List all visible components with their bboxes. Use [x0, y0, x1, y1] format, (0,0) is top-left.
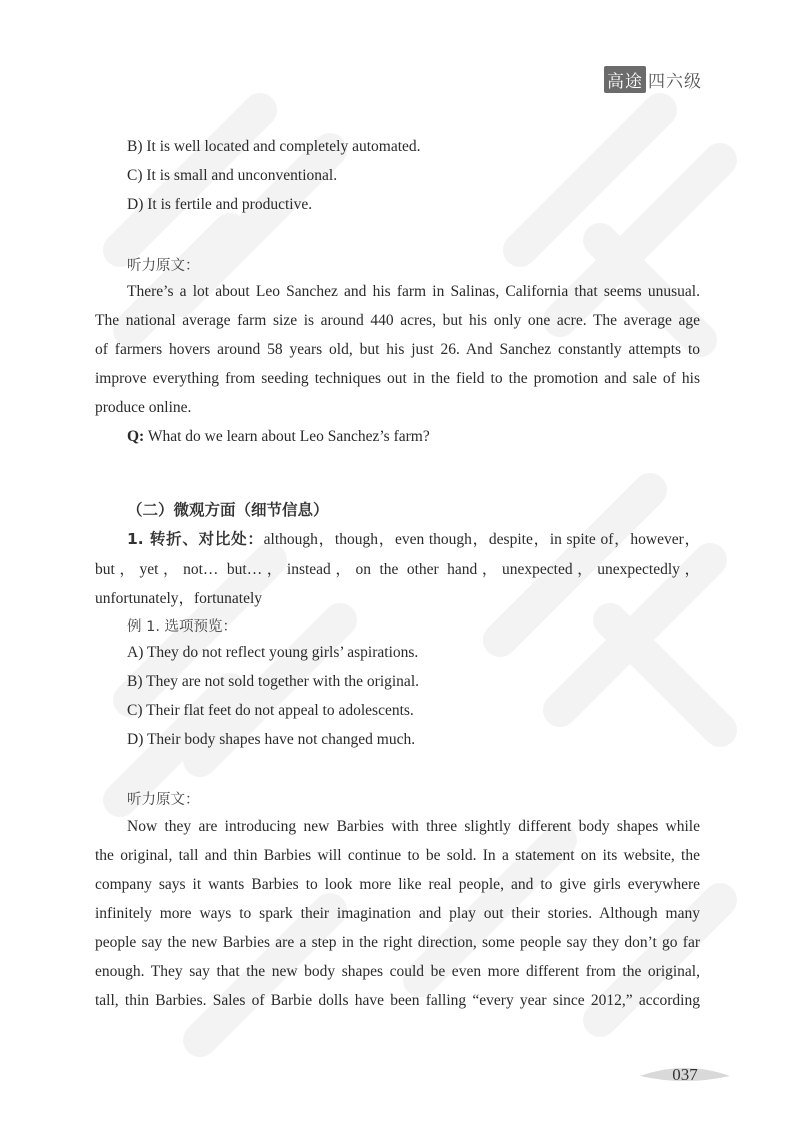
option-d: D) It is fertile and productive.: [127, 196, 313, 213]
question-label: Q:: [127, 428, 145, 445]
brand-logo-box: 高途: [604, 66, 646, 93]
example-label: 例 1. 选项预览：: [127, 619, 238, 635]
transcript-line: enough. They say that the new body shapes could be even more different from the original,: [95, 963, 700, 980]
page-number-badge: [640, 1062, 730, 1088]
brand-logo: [604, 66, 702, 93]
transcript-line: produce online.: [95, 399, 192, 416]
point-keywords-line: unfortunately，fortunately: [95, 590, 263, 607]
transcript-line: The national average farm size is around 440 acres, but his only one acre. The average age: [95, 312, 700, 329]
option-c: C) It is small and unconventional.: [127, 167, 338, 184]
question: [127, 428, 430, 446]
example-option-c: C) Their flat feet do not appeal to adolescents.: [127, 702, 414, 719]
example-option-d: D) Their body shapes have not changed much.: [127, 731, 416, 748]
point-keywords: although，though，even though，despite，in spite of，however，: [263, 531, 700, 548]
point-line: [127, 527, 700, 549]
example-option-b: B) They are not sold together with the original.: [127, 673, 419, 690]
transcript-line: Now they are introducing new Barbies with three slightly different body shapes while: [127, 818, 700, 835]
point-keywords-line: but，yet，not… but…，instead，on the other hand，unexpected，unexpectedly，: [95, 561, 700, 578]
transcript-line: of farmers hovers around 58 years old, but his just 26. And Sanchez constantly attempts to: [95, 341, 700, 358]
transcript-line: There’s a lot about Leo Sanchez and his farm in Salinas, California that seems unusual.: [127, 283, 700, 300]
section-heading: （二）微观方面（细节信息）: [127, 501, 329, 519]
point-label: 1. 转折、对比处：: [127, 530, 264, 548]
transcript-label: 听力原文：: [127, 792, 200, 808]
transcript-line: company says it wants Barbies to look more like real people, and to give girls everywhere: [95, 876, 700, 893]
brand-logo-text: 四六级: [648, 72, 702, 92]
transcript-line: tall, thin Barbies. Sales of Barbie dolls have been falling “every year since 2012,” according: [95, 992, 700, 1009]
option-b: B) It is well located and completely automated.: [127, 138, 421, 155]
transcript-line: the original, tall and thin Barbies will continue to be sold. In a statement on its website, the: [95, 847, 700, 864]
example-option-a: A) They do not reflect young girls’ aspirations.: [127, 644, 419, 661]
transcript-line: people say the new Barbies are a step in the right direction, some people say they don’t go far: [95, 934, 700, 951]
page-number: 037: [672, 1065, 698, 1084]
transcript-line: infinitely more ways to spark their imagination and play out their stories. Although many: [95, 905, 700, 922]
question-text: What do we learn about Leo Sanchez’s farm?: [144, 428, 430, 445]
transcript-line: improve everything from seeding techniques out in the field to the promotion and sale of his: [95, 370, 700, 387]
transcript-label: 听力原文：: [127, 258, 200, 274]
